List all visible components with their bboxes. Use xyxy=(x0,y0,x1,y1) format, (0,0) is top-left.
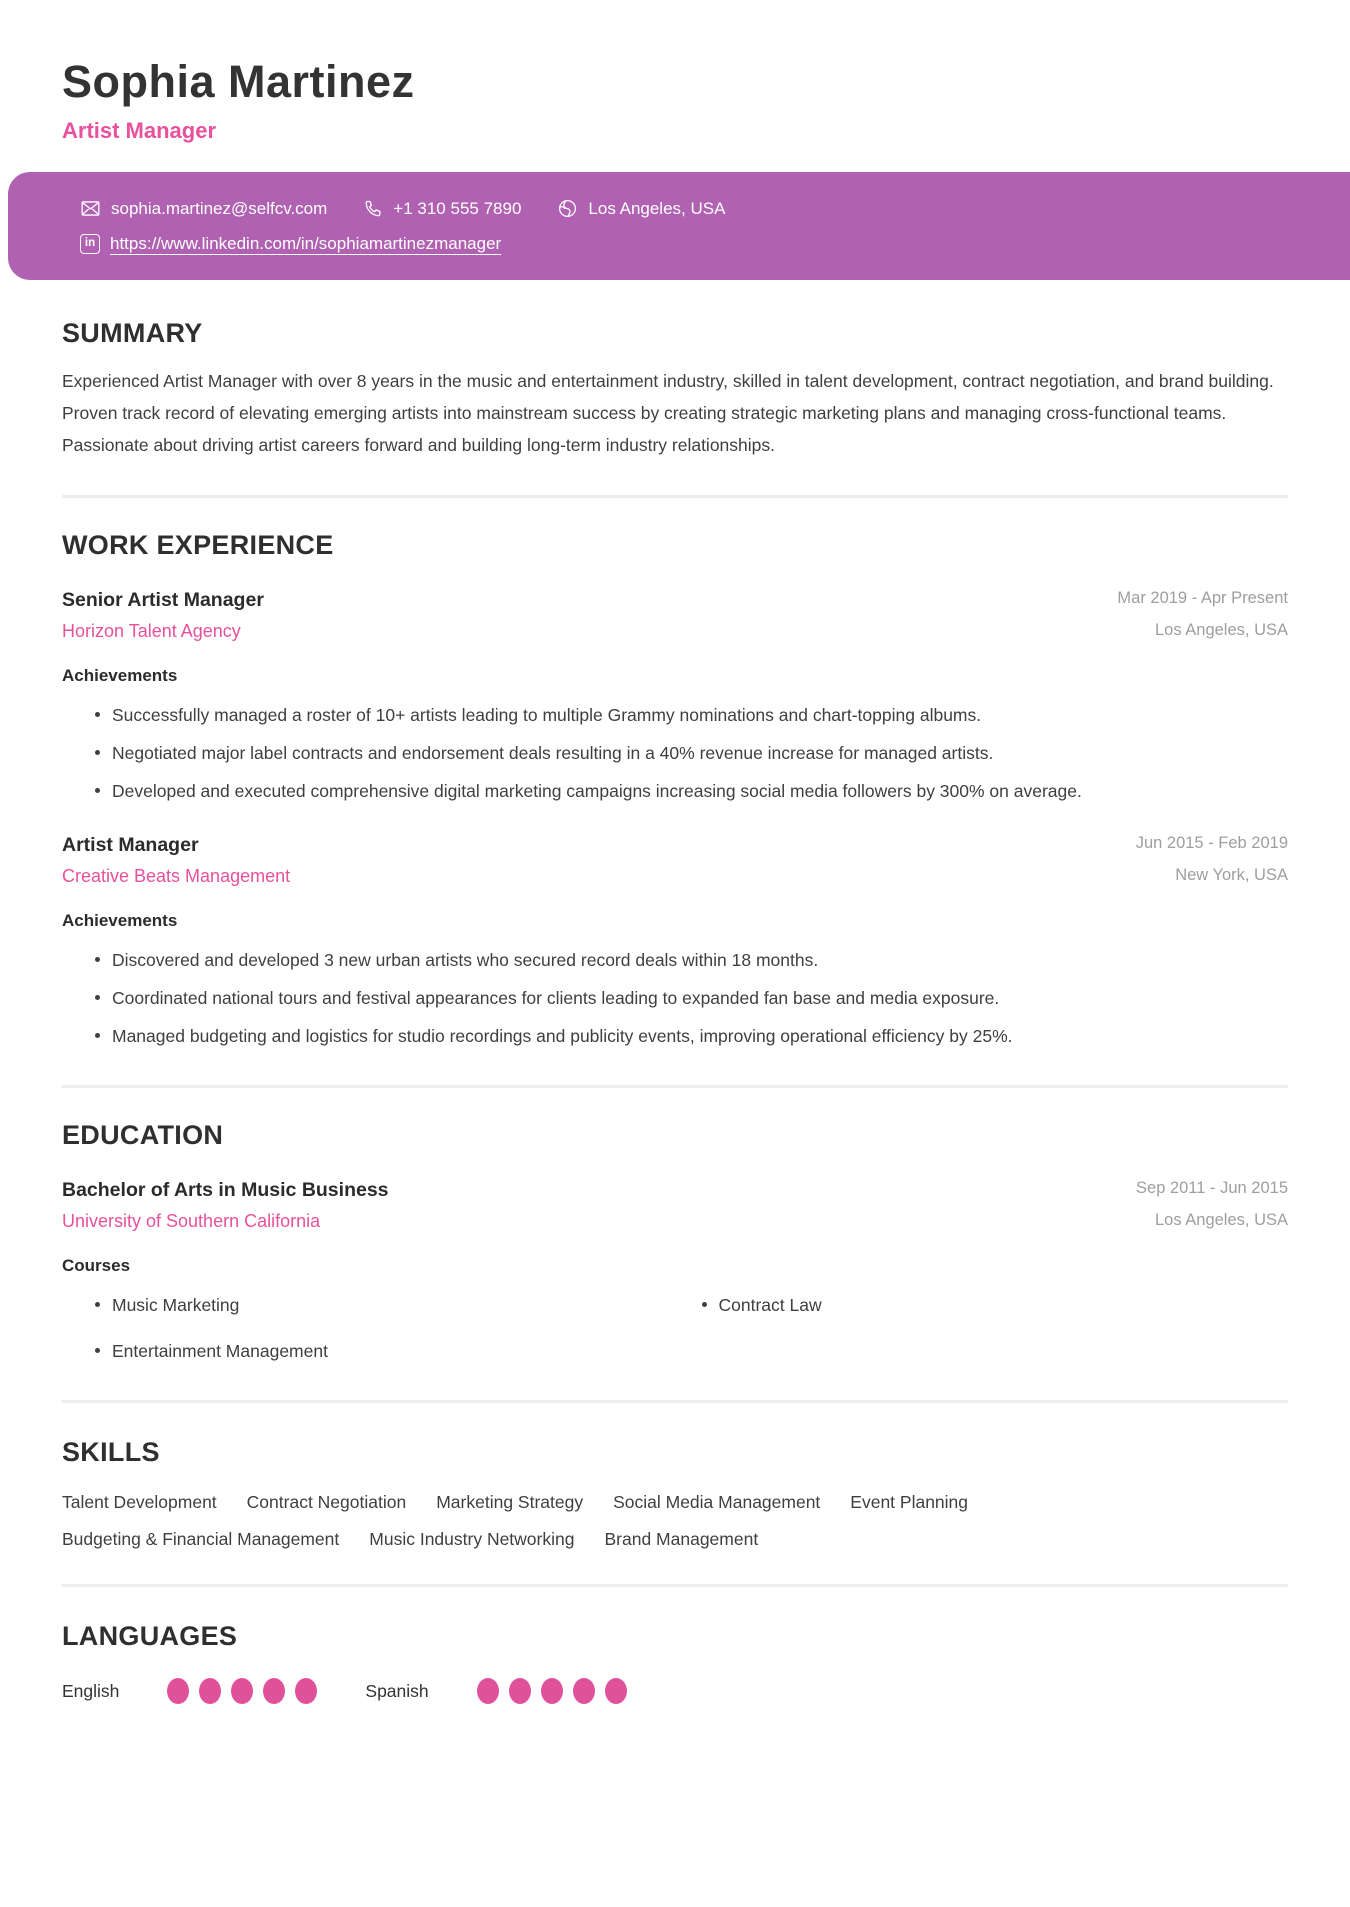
job-title: Senior Artist Manager xyxy=(62,589,264,611)
language-level-dot xyxy=(573,1678,595,1704)
section-divider xyxy=(62,495,1288,498)
degree-title: Bachelor of Arts in Music Business xyxy=(62,1179,389,1201)
job-company: Horizon Talent Agency xyxy=(62,621,241,641)
course-item: Contract Law xyxy=(702,1290,1289,1320)
language-level-dots xyxy=(477,1678,627,1704)
achievement-item: Managed budgeting and logistics for studio recordings and publicity events, improving operational efficiency by 25%. xyxy=(95,1021,1288,1051)
courses-label: Courses xyxy=(62,1256,131,1275)
skills-heading: SKILLS xyxy=(62,1437,160,1467)
job-header-left xyxy=(62,834,290,887)
section-divider xyxy=(62,1400,1288,1403)
job-header-right xyxy=(1117,589,1288,640)
contact-row-secondary xyxy=(80,234,1310,254)
course-item: Entertainment Management xyxy=(95,1336,682,1366)
contact-location xyxy=(557,198,725,219)
achievement-item: Coordinated national tours and festival appearances for clients leading to expanded fan base and media exposure. xyxy=(95,983,1288,1013)
linkedin-icon: in xyxy=(80,234,100,254)
job-company: Creative Beats Management xyxy=(62,866,291,886)
courses-list xyxy=(95,1290,1288,1366)
job-header xyxy=(62,589,1288,642)
job-header-left xyxy=(62,589,264,642)
skill-item: Talent Development xyxy=(62,1492,217,1512)
contact-phone xyxy=(363,199,521,219)
school-name: University of Southern California xyxy=(62,1211,321,1231)
contact-banner xyxy=(8,172,1350,280)
contact-email xyxy=(80,198,327,219)
language-level-dot xyxy=(541,1678,563,1704)
skill-item: Event Planning xyxy=(850,1492,969,1512)
education-header xyxy=(62,1179,1288,1232)
language-level-dots xyxy=(167,1678,317,1704)
language-level-dot xyxy=(605,1678,627,1704)
skills-section xyxy=(0,1437,1350,1550)
skill-item: Music Industry Networking xyxy=(369,1529,575,1549)
contact-phone-text: +1 310 555 7890 xyxy=(393,198,522,218)
languages-section xyxy=(0,1621,1350,1704)
skill-item: Marketing Strategy xyxy=(436,1492,584,1512)
job-entry xyxy=(62,589,1288,806)
job-header xyxy=(62,834,1288,887)
section-divider xyxy=(62,1584,1288,1587)
achievements-label: Achievements xyxy=(62,911,178,930)
job-title: Artist Manager xyxy=(62,834,199,856)
language-level-dot xyxy=(477,1678,499,1704)
skill-item: Budgeting & Financial Management xyxy=(62,1529,340,1549)
language-level-dot xyxy=(199,1678,221,1704)
language-level-dot xyxy=(263,1678,285,1704)
education-dates: Sep 2011 - Jun 2015 xyxy=(1136,1179,1288,1197)
contact-row-primary xyxy=(80,198,1310,219)
contact-location-text: Los Angeles, USA xyxy=(588,198,726,218)
education-entry xyxy=(62,1179,1288,1366)
section-divider xyxy=(62,1085,1288,1088)
job-dates: Mar 2019 - Apr Present xyxy=(1117,589,1288,607)
person-job-title: Artist Manager xyxy=(62,118,217,143)
course-item: Music Marketing xyxy=(95,1290,682,1320)
languages-list xyxy=(62,1678,1288,1704)
phone-icon xyxy=(363,199,383,219)
language-level-dot xyxy=(295,1678,317,1704)
resume-header xyxy=(0,0,1350,144)
skill-item: Social Media Management xyxy=(613,1492,821,1512)
contact-linkedin xyxy=(80,234,501,254)
language-level-dot xyxy=(509,1678,531,1704)
achievement-item: Discovered and developed 3 new urban artists who secured record deals within 18 months. xyxy=(95,945,1288,975)
job-header-right xyxy=(1136,834,1288,885)
work-experience-heading: WORK EXPERIENCE xyxy=(62,530,334,560)
person-name: Sophia Martinez xyxy=(62,56,415,107)
skills-list xyxy=(62,1492,1182,1550)
contact-email-text: sophia.martinez@selfcv.com xyxy=(111,198,328,218)
language-level-dot xyxy=(231,1678,253,1704)
education-header-left xyxy=(62,1179,389,1232)
summary-section xyxy=(0,318,1350,461)
education-heading: EDUCATION xyxy=(62,1120,224,1150)
skill-item: Brand Management xyxy=(604,1529,759,1549)
achievements-list xyxy=(95,945,1288,1051)
skill-item: Contract Negotiation xyxy=(246,1492,407,1512)
achievement-item: Developed and executed comprehensive digital marketing campaigns increasing social media followers by 300% on average. xyxy=(95,776,1288,806)
location-icon xyxy=(557,198,578,219)
language-item xyxy=(62,1678,317,1704)
job-location: New York, USA xyxy=(1175,866,1288,884)
achievement-item: Successfully managed a roster of 10+ artists leading to multiple Grammy nominations and chart-topping albums. xyxy=(95,700,1288,730)
job-location: Los Angeles, USA xyxy=(1155,621,1288,639)
job-entry xyxy=(62,834,1288,1051)
job-dates: Jun 2015 - Feb 2019 xyxy=(1135,834,1288,852)
achievements-label: Achievements xyxy=(62,666,178,685)
language-name: English xyxy=(62,1680,120,1701)
summary-text: Experienced Artist Manager with over 8 years in the music and entertainment industry, skilled in talent development, contract negotiation, and brand building. Proven track record of elevating emerging artists into mainstream success by creating strategic marketing plans and managing cross-functional teams. Passionate about driving artist careers forward and building long-term industry relationships. xyxy=(62,371,1274,455)
achievements-list xyxy=(95,700,1288,806)
education-location: Los Angeles, USA xyxy=(1155,1211,1288,1229)
language-level-dot xyxy=(167,1678,189,1704)
email-icon xyxy=(80,198,101,219)
language-item xyxy=(365,1678,626,1704)
education-header-right xyxy=(1136,1179,1288,1230)
education-section xyxy=(0,1120,1350,1366)
achievement-item: Negotiated major label contracts and endorsement deals resulting in a 40% revenue increase for managed artists. xyxy=(95,738,1288,768)
jobs-list xyxy=(62,589,1288,1051)
summary-heading: SUMMARY xyxy=(62,318,203,348)
work-experience-section xyxy=(0,530,1350,1051)
languages-heading: LANGUAGES xyxy=(62,1621,238,1651)
language-name: Spanish xyxy=(365,1680,429,1701)
linkedin-link[interactable]: https://www.linkedin.com/in/sophiamartinezmanager xyxy=(110,234,502,253)
